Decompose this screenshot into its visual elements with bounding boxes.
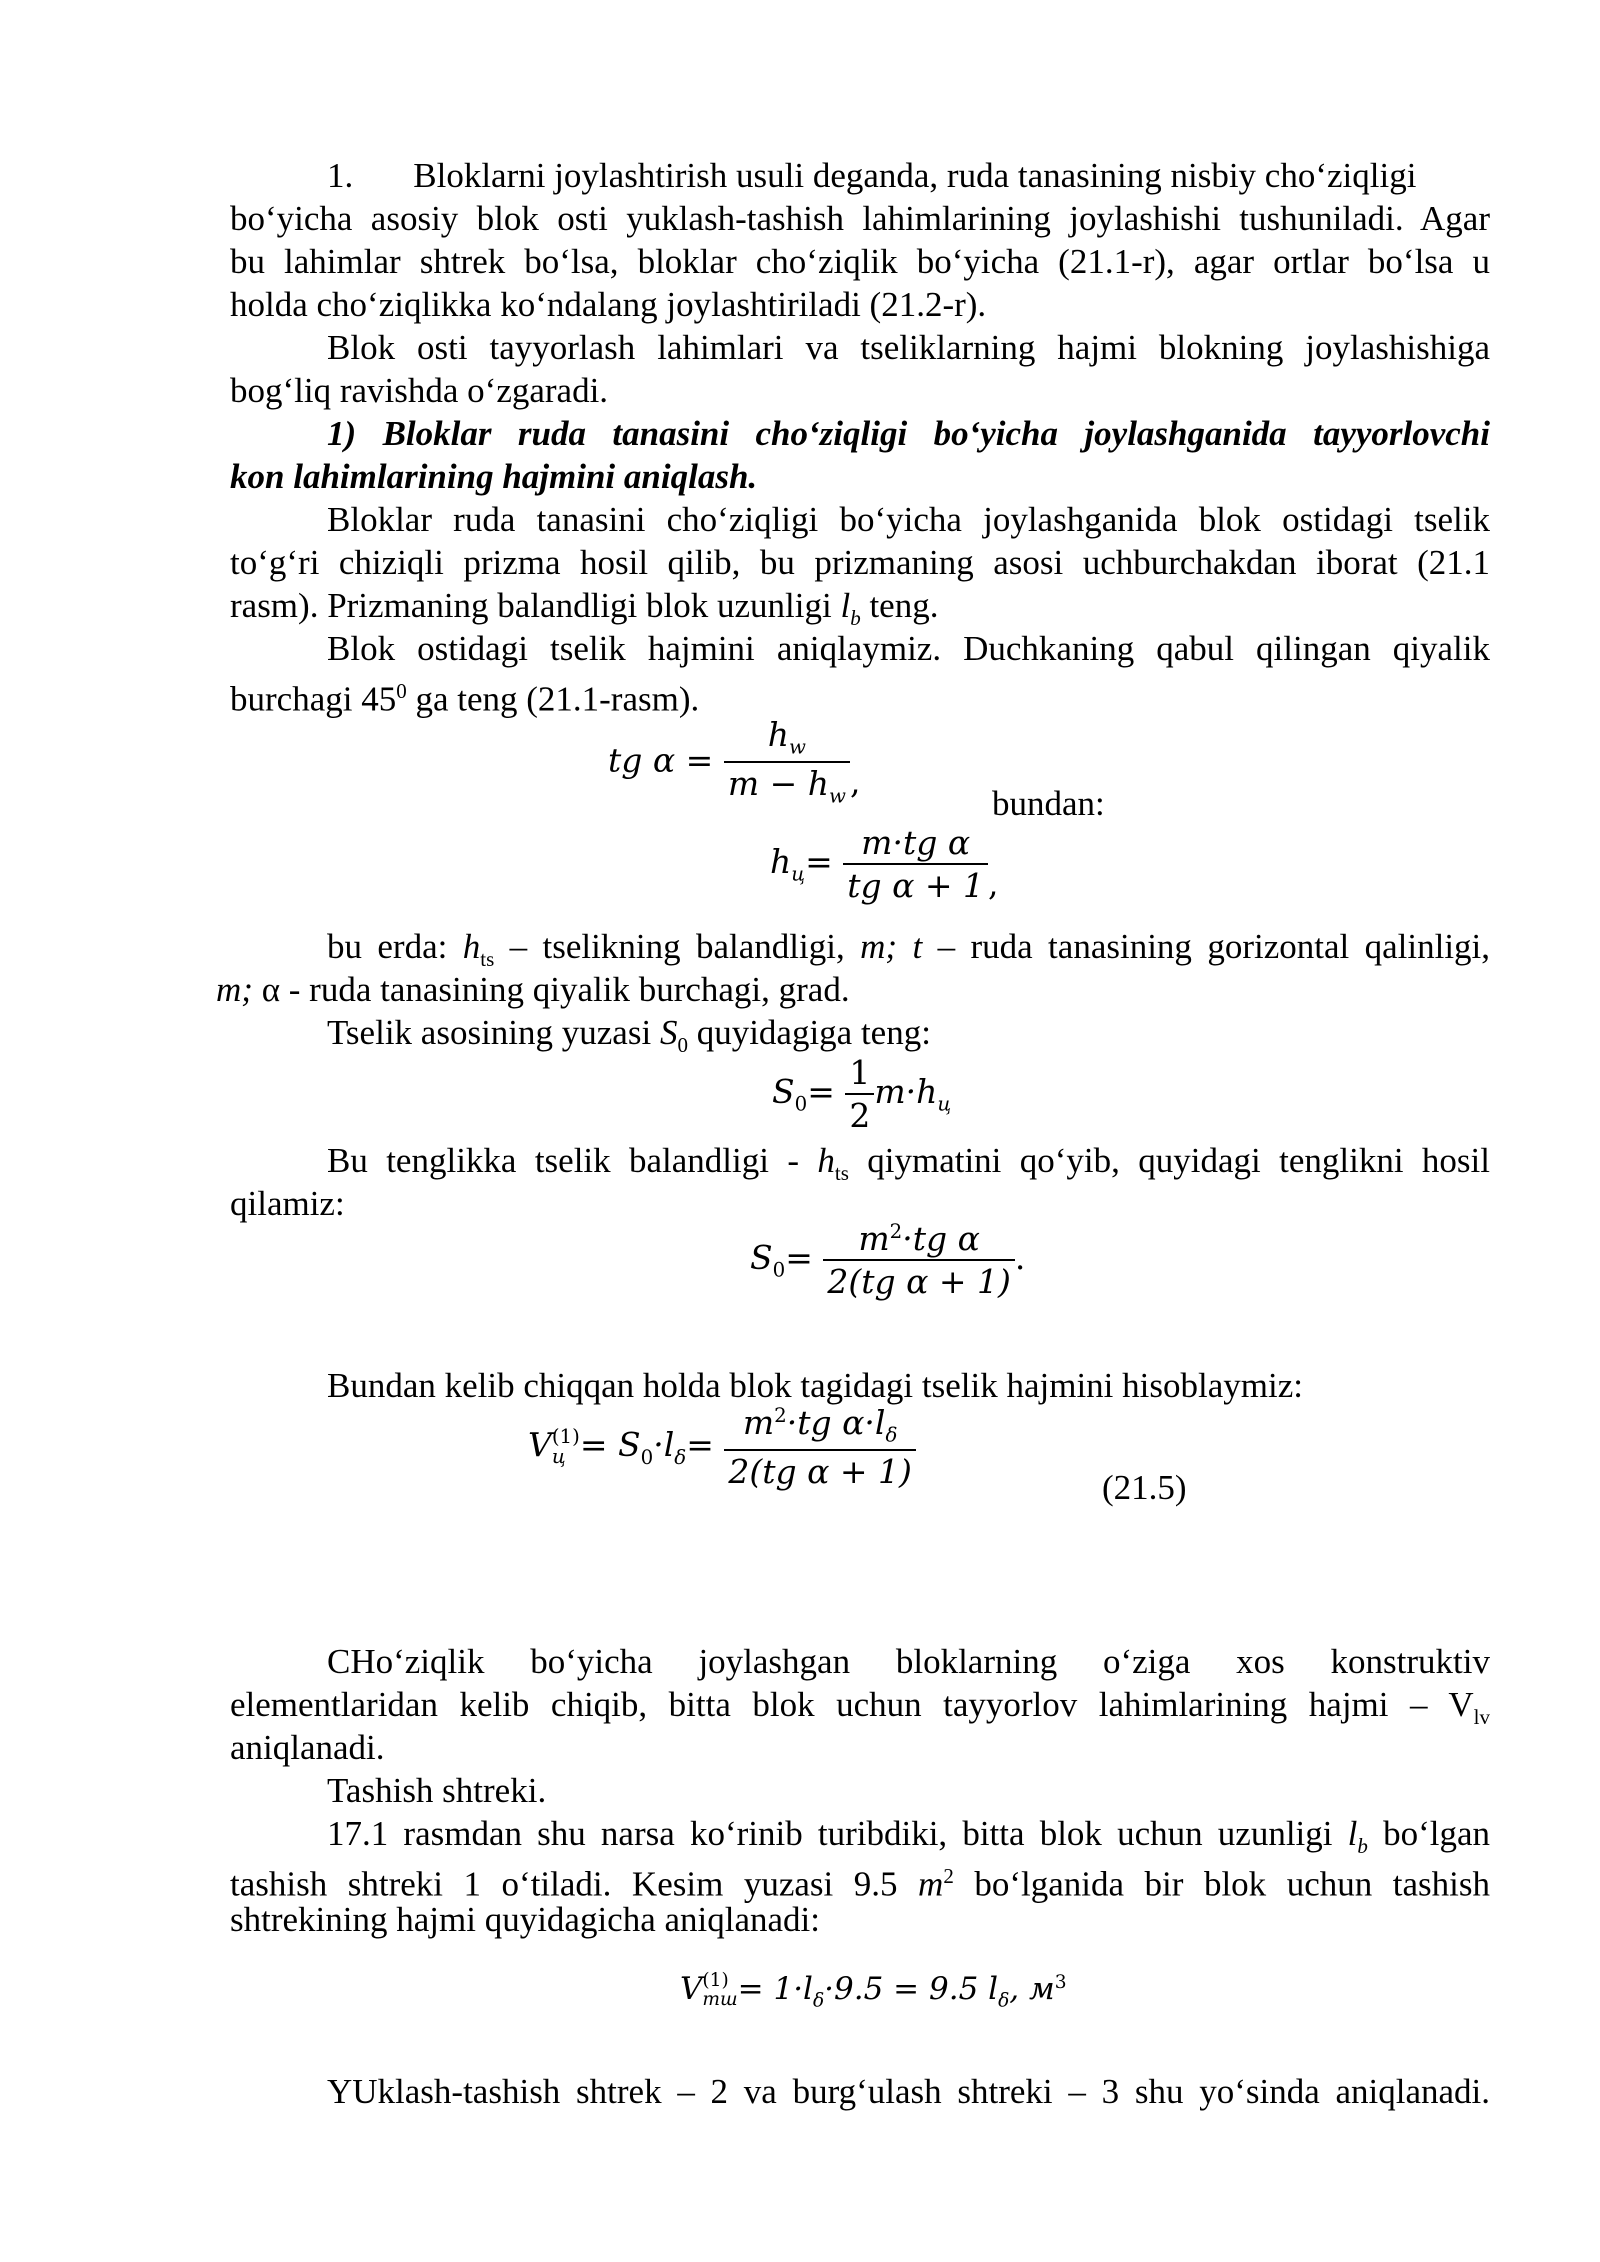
paragraph-line: to‘g‘ri chiziqli prizma hosil qilib, bu prizmaning asosi uchburchakdan iborat (21.1 [230, 543, 1490, 582]
paragraph-line: bu erda: $h_{ts}$ – tselikning balandligi, m; t – ruda tanasining gorizontal qalinligi, [327, 927, 1491, 971]
paragraph-line: elementlaridan kelib chiqib, bitta blok uchun tayyorlov lahimlarining hajmi – $V_{lv}$ [230, 1685, 1490, 1729]
paragraph-line: Bundan kelib chiqqan holda blok tagidagi tselik hajmini hisoblaymiz: [327, 1366, 1303, 1405]
formula-s0: $S_0=$ $\frac{1}{2}$ $m\cdot h_ц$ [772, 1053, 952, 1135]
formula-v-tsh: V (1) тш = $1\cdot l_\delta\cdot 9.5 = 9.5$ $l_\delta$, $м^3$ [680, 1970, 1067, 2012]
paragraph-line: 17.1 rasmdan shu narsa ko‘rinib turibdiki, bitta blok uchun uzunligi $l_b$ bo‘lgan [327, 1814, 1490, 1858]
formula-v-ts: V (1) ц = $S_0\cdot l_\delta=$ $\frac{m^2\cdot tg \alpha\cdot l_\delta}{\text{2(tg α + 1)}}$ [528, 1406, 916, 1488]
paragraph-line: Bloklar ruda tanasini cho‘ziqligi bo‘yicha joylashganida blok ostidagi tselik [327, 500, 1490, 539]
section-heading: 1) Bloklar ruda tanasini cho‘ziqligi bo‘yicha joylashganida tayyorlovchi [327, 414, 1490, 453]
paragraph-line: bu lahimlar shtrek bo‘lsa, bloklar cho‘ziqlik bo‘yicha (21.1-r), agar ortlar bo‘lsa u [230, 242, 1490, 281]
formula-s0-substituted: $S_0=$ $\frac{m^2\cdot tg \alpha}{\text{2(tg α + 1)}}$ . [750, 1219, 1026, 1301]
paragraph-line: Tselik asosining yuzasi $S_0$ quyidagiga teng: [327, 1013, 931, 1057]
paragraph-line: Blok ostidagi tselik hajmini aniqlaymiz. Duchkaning qabul qilingan qiyalik [327, 629, 1490, 668]
paragraph-line: burchagi $45^0$ ga teng (21.1-rasm). [230, 679, 700, 719]
paragraph-line: YUklash-tashish shtrek – 2 va burg‘ulash shtreki – 3 shu yo‘sinda aniqlanadi. [327, 2072, 1490, 2111]
paragraph-line: m; α - ruda tanasining qiyalik burchagi, grad. [216, 970, 850, 1009]
paragraph-line: bundan: [992, 784, 1105, 823]
paragraph-line: Bu tenglikka tselik balandligi - $h_{ts}$ qiymatini qo‘yib, quyidagi tenglikni hosil [327, 1141, 1490, 1185]
paragraph-line: rasm). Prizmaning balandligi blok uzunligi $l_b$ teng. [230, 586, 939, 630]
paragraph-line: qilamiz: [230, 1184, 345, 1223]
paragraph-line: tashish shtreki 1 o‘tiladi. Kesim yuzasi 9.5 $m^2$ bo‘lganida bir blok uchun tashish [230, 1864, 1490, 1904]
paragraph-line: shtrekining hajmi quyidagicha aniqlanadi: [230, 1900, 820, 1939]
paragraph-line: Blok osti tayyorlash lahimlari va tseliklarning hajmi blokning joylashishiga [327, 328, 1490, 367]
paragraph-line: CHo‘ziqlik bo‘yicha joylashgan bloklarning o‘ziga xos konstruktiv [327, 1642, 1490, 1681]
equation-number: (21.5) [1102, 1468, 1187, 1507]
paragraph-line: holda cho‘ziqlikka ko‘ndalang joylashtiriladi (21.2-r). [230, 285, 987, 324]
paragraph-line: aniqlanadi. [230, 1728, 385, 1767]
list-number: 1. [327, 156, 354, 195]
paragraph-line: Tashish shtreki. [327, 1771, 547, 1810]
paragraph-line: 1. Bloklarni joylashtirish usuli deganda, ruda tanasining nisbiy cho‘ziqligi [327, 156, 1417, 195]
formula-tg-alpha: tg α = $\frac{h_w}{m - h_w}$ , [608, 715, 861, 808]
paragraph-line: bo‘yicha asosiy blok osti yuklash-tashish lahimlarining joylashishi tushuniladi. Agar [230, 199, 1490, 238]
paragraph-line: bog‘liq ravishda o‘zgaradi. [230, 371, 609, 410]
section-heading: kon lahimlarining hajmini aniqlash. [230, 457, 758, 496]
formula-h-ts: $h_ц=$ $\frac{\text{m·tg α}}{\text{tg α + 1}}$ , [770, 823, 999, 905]
